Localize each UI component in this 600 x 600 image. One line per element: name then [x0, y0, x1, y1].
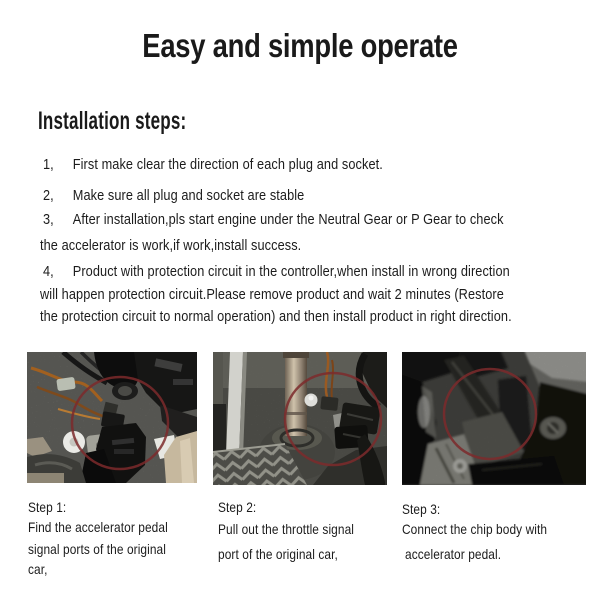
- item-4-text: Product with protection circuit in the controller,when install in wrong direction: [72, 263, 510, 280]
- step-2-caption-line-1: Pull out the throttle signal: [218, 521, 355, 537]
- step-1-caption-line-3: car,: [28, 561, 48, 577]
- step-3-caption-line-2: accelerator pedal.: [405, 546, 502, 562]
- item-3-number: 3,: [43, 211, 54, 228]
- item-1-number: 1,: [43, 156, 54, 173]
- section-heading: Installation steps:: [38, 107, 187, 135]
- photo-step-2-throttle-port: [213, 352, 387, 485]
- item-2-number: 2,: [43, 187, 54, 204]
- item-3-text: After installation,pls start engine under the Neutral Gear or P Gear to check: [72, 211, 504, 228]
- step-3-caption-line-1: Connect the chip body with: [402, 521, 548, 537]
- install-item-4-line-1: [43, 264, 510, 280]
- item-1-text: First make clear the direction of each plug and socket.: [72, 156, 383, 173]
- photo-step-1-pedal-ports: [27, 352, 197, 483]
- title-row: [0, 28, 600, 64]
- item-4-number: 4,: [43, 263, 54, 280]
- install-item-2: [43, 188, 304, 204]
- step-3-label: Step 3:: [402, 501, 441, 517]
- install-item-4-line-3: the protection circuit to normal operation) and then install product in right direction.: [40, 308, 512, 325]
- step-1-label: Step 1:: [28, 499, 67, 515]
- install-item-3-line-2: the accelerator is work,if work,install success.: [40, 237, 302, 254]
- install-item-1: [43, 157, 383, 173]
- install-item-4-line-2: will happen protection circuit.Please remove product and wait 2 minutes (Restore: [40, 286, 504, 303]
- page-title: Easy and simple operate: [142, 27, 458, 64]
- step-2-photo-illustration: [213, 352, 387, 485]
- step-1-caption-line-2: signal ports of the original: [28, 541, 166, 557]
- step-2-label: Step 2:: [218, 499, 257, 515]
- step-3-photo-illustration: [402, 352, 586, 485]
- grain-overlay: [402, 352, 586, 485]
- step-2-caption-line-2: port of the original car,: [218, 546, 338, 562]
- item-2-text: Make sure all plug and socket are stable: [72, 187, 305, 204]
- install-item-3-line-1: [43, 212, 504, 228]
- step-1-photo-illustration: [27, 352, 197, 483]
- photo-step-3-chip-body: [402, 352, 586, 485]
- step-1-caption-line-1: Find the accelerator pedal: [28, 519, 168, 535]
